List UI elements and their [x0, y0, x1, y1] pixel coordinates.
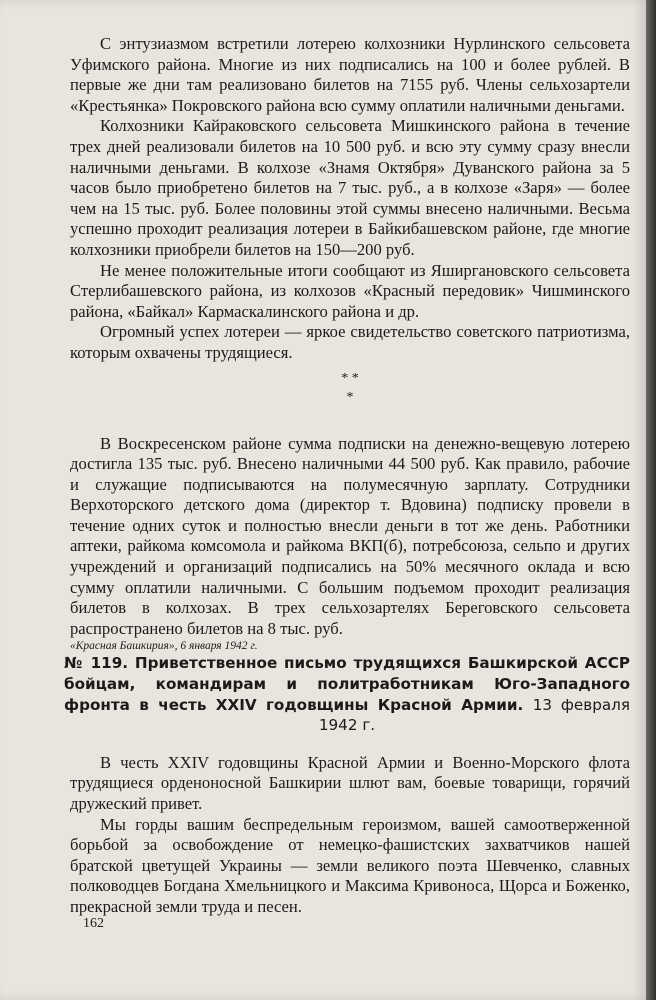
paragraph: Колхозники Кайраковского сельсовета Мишкинского района в течение трех дней реализовали билетов на 10 500 руб. и всю эту сумму сразу внесли наличными деньгами. В колхозе «Знамя Октября» Дуванского района за 5 часов было приобретено билетов на 7 тыс. руб., а в колхозе «Заря» — более чем на 15 тыс. руб. Более половины этой суммы внесено наличными. Весьма успешно проходит реализация лотереи в Байкибашевском районе, где многие колхозники приобрели билетов на 150—200 руб. — [70, 116, 630, 259]
page-text-block — [64, 34, 631, 918]
section-separator — [70, 369, 630, 407]
document-date: 13 февраля 1942 г. — [318, 695, 631, 735]
separator-stars-bottom: * — [346, 389, 354, 405]
paragraph: В Воскресенском районе сумма подписки на денежно-вещевую лотерею достигла 135 тыс. руб. Внесено наличными 44 500 руб. Как правило, рабочие и служащие подписываются на полумесячную зарплату. Сотрудники Верхоторского детского дома (директор т. Вдовина) подписку провели в течение одних суток и полностью внесли деньги в тот же день. Работники аптеки, райкома комсомола и райкома ВКП(б), потребсоюза, сельпо и других учреждений и организаций подписались на 50% месячного оклада и всю сумму оплатили наличными. С большим подъемом проходит реализация билетов в колхозах. В трех сельхозартелях Береговского сельсовета распространено билетов на 8 тыс. руб. — [70, 433, 630, 638]
source-citation: «Красная Башкирия», 6 января 1942 г. — [70, 640, 258, 653]
paragraph: Не менее положительные итоги сообщают из Яширгановского сельсовета Стерлибашевского района, из колхозов «Красный передовик» Чишминского района, «Байкал» Кармаскалинского района и др. — [70, 260, 630, 321]
paragraph: Мы горды вашим беспредельным героизмом, вашей самоотверженной борьбой за освобождение от немецко-фашистских захватчиков нашей братской цветущей Украины — земли великого поэта Шевченко, славных полководцев Богдана Хмельницкого и Максима Кривоноса, Щорса и Боженко, прекрасной земли труда и песен. — [70, 814, 630, 916]
document-title: № 119. Приветственное письмо трудящихся Башкирской АССР бойцам, командирам и политработникам Юго-Западного фронта в честь XXIV годовщины Красной Армии. — [64, 654, 630, 714]
book-spine-edge — [646, 0, 656, 1000]
page-number: 162 — [83, 916, 104, 931]
paragraph: В честь XXIV годовщины Красной Армии и Военно-Морского флота трудящиеся орденоносной Башкирии шлют вам, боевые товарищи, горячий дружеский привет. — [70, 752, 630, 813]
paragraph: Огромный успех лотереи — яркое свидетельство советского патриотизма, которым охвачены трудящиеся. — [70, 322, 630, 362]
document-heading — [64, 653, 630, 735]
paragraph: С энтузиазмом встретили лотерею колхозники Нурлинского сельсовета Уфимского района. Многие из них подписались на 100 и более рублей. В первые же дни там реализовано билетов на 7155 руб. Члены сельхозартели «Крестьянка» Покровского района всю сумму оплатили наличными деньгами. — [70, 34, 630, 115]
separator-stars-top: * * — [341, 370, 359, 386]
